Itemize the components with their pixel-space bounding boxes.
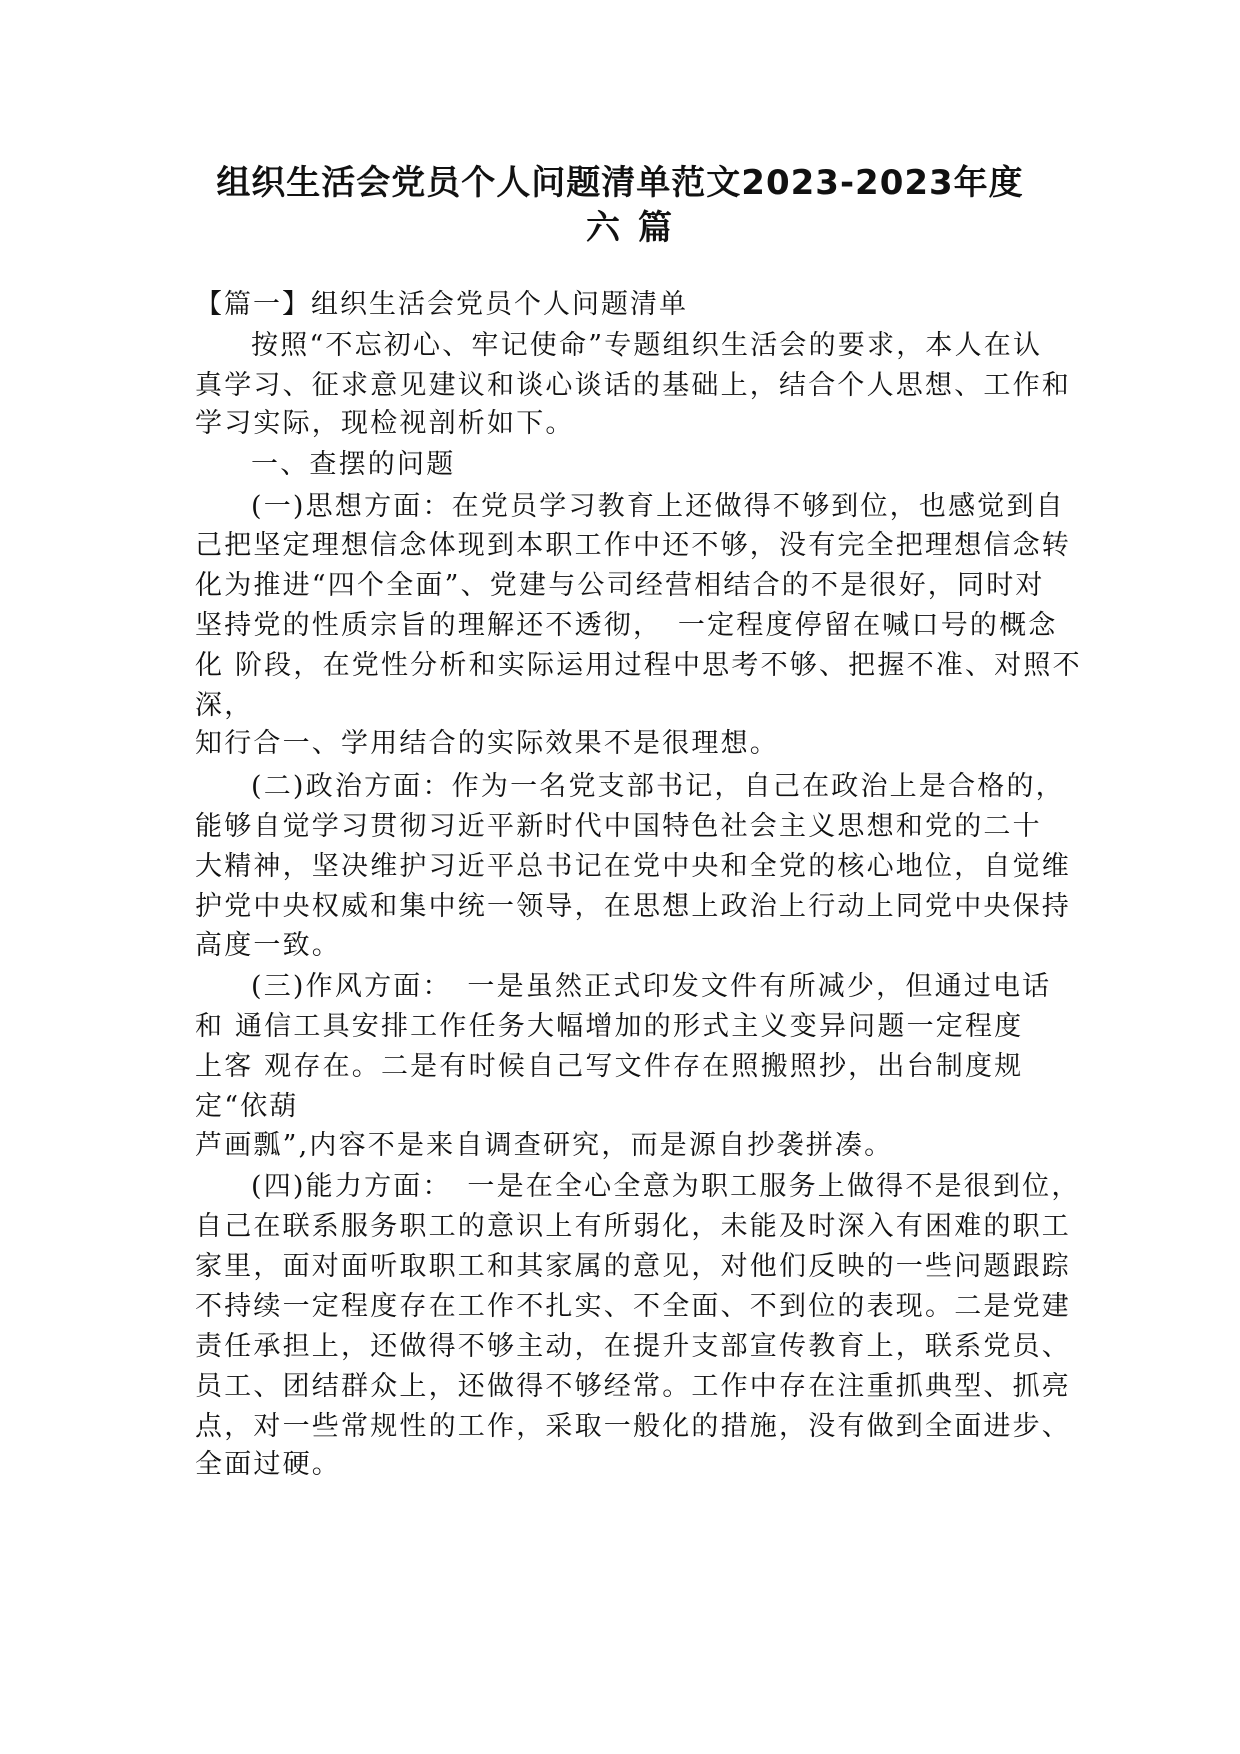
- text-line: 高度一致。: [195, 930, 341, 961]
- text-line: (二)政治方面：作为一名党支部书记，自己在政治上是合格的，: [251, 771, 1065, 802]
- text-line: (四)能力方面： 一是在全心全意为职工服务上做得不是很到位，: [251, 1171, 1081, 1202]
- text-line: 按照“不忘初心、牢记使命”专题组织生活会的要求，本人在认: [251, 330, 1043, 361]
- text-line: 深，: [195, 690, 254, 721]
- text-line: (三)作风方面： 一是虽然正式印发文件有所减少，但通过电话: [251, 971, 1052, 1002]
- text-line: 和 通信工具安排工作任务大幅增加的形式主义变异问题一定程度: [195, 1011, 1024, 1042]
- text-line: 定“依葫: [195, 1091, 299, 1122]
- document-title: 组织生活会党员个人问题清单范文2023-2023年度: [216, 163, 1024, 203]
- text-line: 上客 观存在。二是有时候自己写文件存在照搬照抄，出台制度规: [195, 1051, 1024, 1082]
- text-line: 学习实际，现检视剖析如下。: [195, 408, 575, 439]
- section-heading: 【篇一】组织生活会党员个人问题清单: [195, 289, 688, 320]
- text-line: 护党中央权威和集中统一领导，在思想上政治上行动上同党中央保持: [195, 891, 1071, 922]
- text-line: 家里，面对面听取职工和其家属的意见，对他们反映的一些问题跟踪: [195, 1251, 1071, 1282]
- text-line: 大精神，坚决维护习近平总书记在党中央和全党的核心地位，自觉维: [195, 851, 1071, 882]
- text-line: 全面过硬。: [195, 1449, 341, 1480]
- text-line: 自己在联系服务职工的意识上有所弱化，未能及时深入有困难的职工: [195, 1211, 1071, 1242]
- document-title-line2: 六篇: [586, 208, 690, 248]
- text-line: 化 阶段，在党性分析和实际运用过程中思考不够、把握不准、对照不: [195, 650, 1082, 681]
- text-line: (一)思想方面：在党员学习教育上还做得不够到位，也感觉到自: [251, 491, 1065, 522]
- text-line: 点，对一些常规性的工作，采取一般化的措施，没有做到全面进步、: [195, 1411, 1071, 1442]
- text-line: 能够自觉学习贯彻习近平新时代中国特色社会主义思想和党的二十: [195, 811, 1042, 842]
- subheading: 一、查摆的问题: [251, 449, 456, 480]
- text-line: 员工、团结群众上，还做得不够经常。工作中存在注重抓典型、抓亮: [195, 1371, 1071, 1402]
- text-line: 坚持党的性质宗旨的理解还不透彻， 一定程度停留在喊口号的概念: [195, 610, 1058, 641]
- text-line: 责任承担上，还做得不够主动，在提升支部宣传教育上，联系党员、: [195, 1331, 1071, 1362]
- text-line: 知行合一、学用结合的实际效果不是很理想。: [195, 728, 779, 759]
- text-line: 芦画瓢”,内容不是来自调查研究，而是源自抄袭拼凑。: [195, 1130, 894, 1161]
- text-line: 己把坚定理想信念体现到本职工作中还不够，没有完全把理想信念转: [195, 530, 1071, 561]
- text-line: 真学习、征求意见建议和谈心谈话的基础上，结合个人思想、工作和: [195, 370, 1071, 401]
- text-line: 不持续一定程度存在工作不扎实、不全面、不到位的表现。二是党建: [195, 1291, 1071, 1322]
- text-line: 化为推进“四个全面”、党建与公司经营相结合的不是很好，同时对: [195, 570, 1045, 601]
